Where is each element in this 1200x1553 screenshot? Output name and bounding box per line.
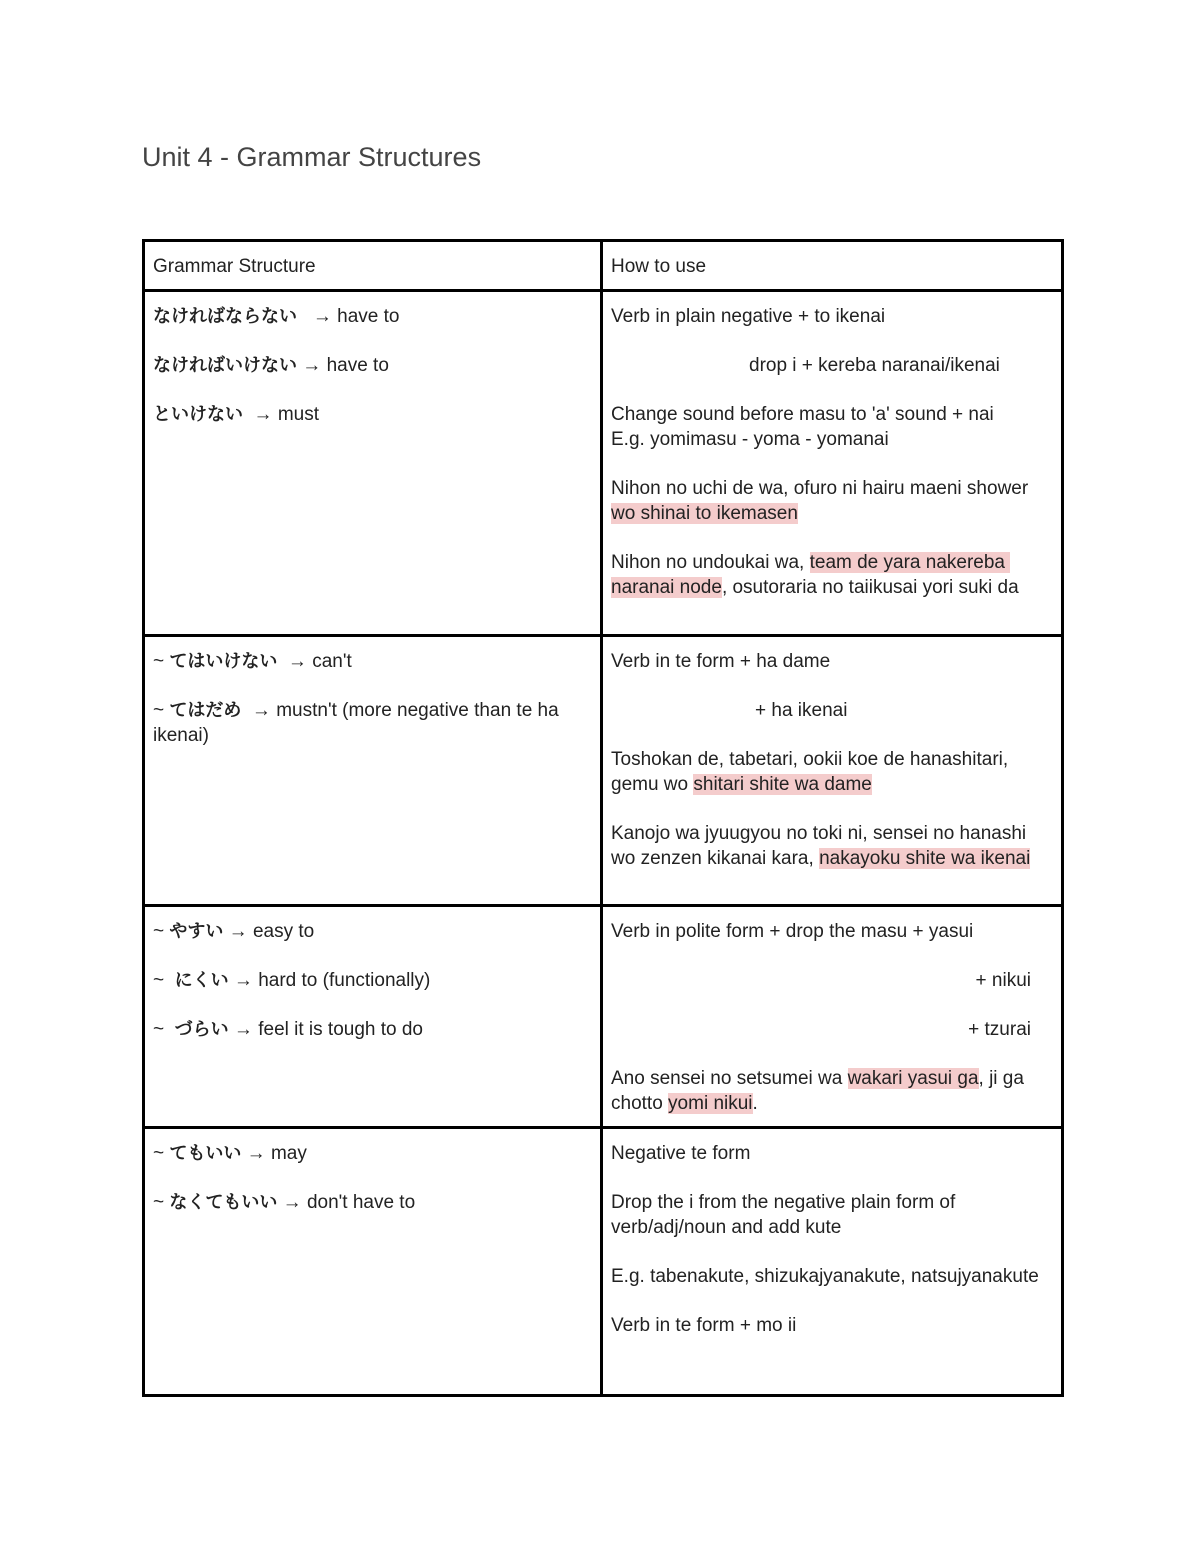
usage-cell	[602, 291, 1063, 636]
grammar-table	[142, 239, 1064, 1397]
usage-rule: + tzurai	[968, 1019, 1031, 1040]
usage-rule: Verb in polite form + drop the masu + yasui	[611, 921, 974, 942]
usage-rule: + ha ikenai	[755, 700, 848, 721]
table-row	[144, 291, 1063, 636]
highlight: shitari shite wa dame	[693, 774, 872, 795]
highlight: wo shinai to ikemasen	[611, 503, 798, 524]
usage-rule: Verb in plain negative + to ikenai	[611, 306, 886, 327]
structure-cell	[144, 291, 602, 636]
header-usage: How to use	[602, 241, 1063, 291]
structure-item: といけない → must	[153, 404, 320, 425]
structure-cell	[144, 1128, 602, 1396]
structure-cell	[144, 636, 602, 906]
usage-rule: Change sound before masu to 'a' sound + nai E.g. yomimasu - yoma - yomanai	[611, 404, 994, 450]
structure-item: ~ てはいけない → can't	[153, 651, 352, 672]
structure-item: ~ やすい → easy to	[153, 921, 315, 942]
usage-cell	[602, 636, 1063, 906]
structure-item: ~ づらい → feel it is tough to do	[153, 1019, 423, 1040]
usage-example: Nihon no uchi de wa, ofuro ni hairu maeni shower wo shinai to ikemasen	[611, 478, 1034, 524]
usage-example: Nihon no undoukai wa, team de yara nakereba naranai node, osutoraria no taiikusai yori suki da	[611, 552, 1019, 598]
usage-example: Kanojo wa jyuugyou no toki ni, sensei no hanashi wo zenzen kikanai kara, nakayoku shite wa ikenai	[611, 823, 1032, 869]
usage-rule: Verb in te form + mo ii	[611, 1315, 797, 1336]
page-title: Unit 4 - Grammar Structures	[142, 142, 482, 172]
usage-example: Toshokan de, tabetari, ookii koe de hanashitari, gemu wo shitari shite wa dame	[611, 749, 1014, 795]
structure-item: ~ てはだめ → mustn't (more negative than te ha ikenai)	[153, 700, 564, 746]
structure-item: ~ なくてもいい → don't have to	[153, 1192, 416, 1213]
table-row	[144, 1128, 1063, 1396]
structure-item: なければならない → have to	[153, 306, 400, 327]
table-header-row	[144, 241, 1063, 291]
usage-rule: E.g. tabenakute, shizukajyanakute, natsujyanakute	[611, 1266, 1039, 1287]
table-row	[144, 906, 1063, 1128]
structure-item: ~ てもいい → may	[153, 1143, 307, 1164]
structure-item: なければいけない → have to	[153, 355, 389, 376]
usage-example: Ano sensei no setsumei wa wakari yasui ga, ji ga chotto yomi nikui.	[611, 1068, 1030, 1114]
usage-rule: + nikui	[975, 970, 1031, 991]
highlight: wakari yasui ga	[847, 1068, 979, 1089]
usage-rule: Verb in te form + ha dame	[611, 651, 831, 672]
structure-cell	[144, 906, 602, 1128]
highlight: yomi nikui	[668, 1093, 753, 1114]
highlight: nakayoku shite wa ikenai	[819, 848, 1031, 869]
usage-rule: Drop the i from the negative plain form of verb/adj/noun and add kute	[611, 1192, 961, 1238]
usage-cell	[602, 906, 1063, 1128]
table-row	[144, 636, 1063, 906]
highlight: team de yara nakereba naranai node	[611, 552, 1011, 598]
structure-item: ~ にくい → hard to (functionally)	[153, 970, 431, 991]
usage-rule: drop i + kereba naranai/ikenai	[749, 355, 1000, 376]
header-structure: Grammar Structure	[144, 241, 602, 291]
usage-cell	[602, 1128, 1063, 1396]
usage-rule: Negative te form	[611, 1143, 751, 1164]
